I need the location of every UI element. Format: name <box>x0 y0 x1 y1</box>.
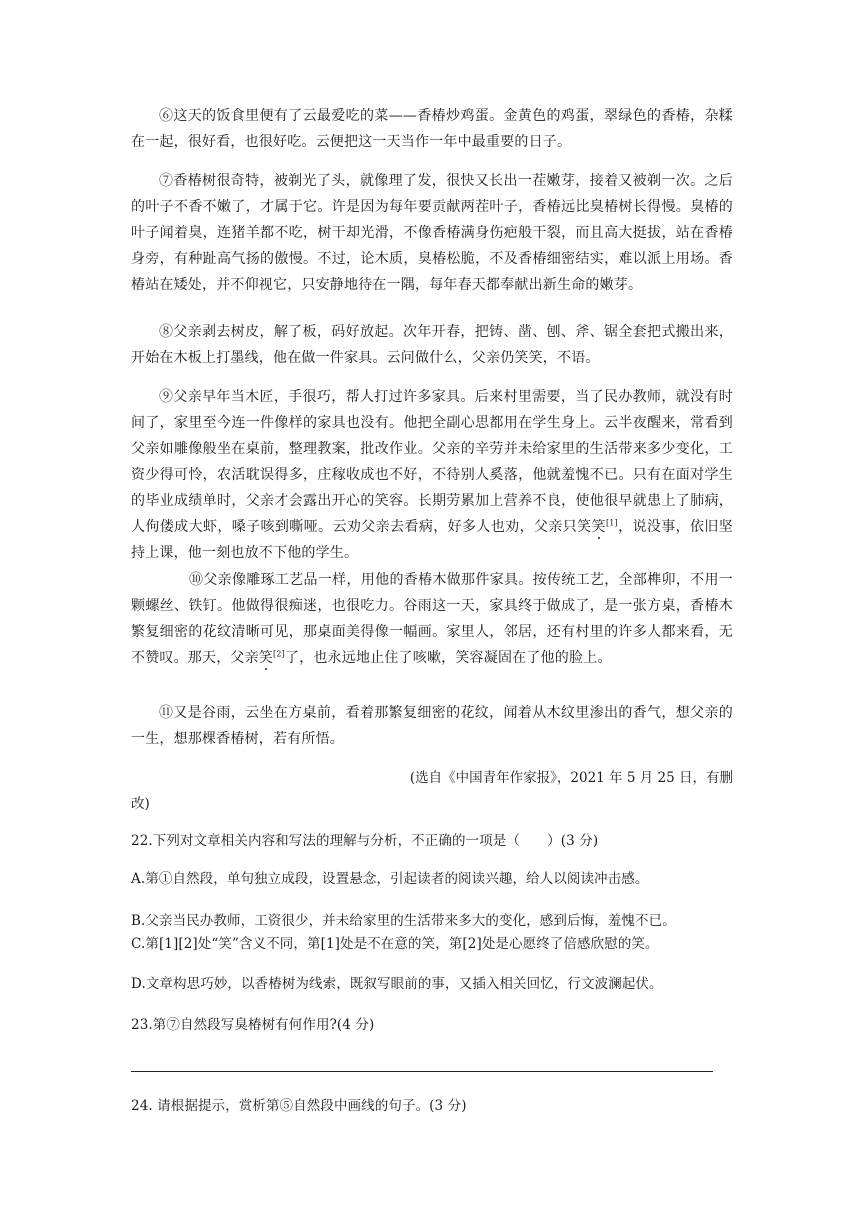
question-22-option-a: A.第①自然段，单句独立成段，设置悬念，引起读者的阅读兴趣，给人以阅读冲击感。 <box>131 871 649 887</box>
paragraph-10 <box>131 567 733 671</box>
paragraph-8: ⑧父亲剥去树皮，解了板，码好放起。次年开春，把铸、凿、刨、斧、锯全套把式搬出来，开始在木板上打墨线，他在做一件家具。云问做什么，父亲仍笑笑，不语。 <box>131 324 733 366</box>
question-22: 22.下列对文章相关内容和写法的理解与分析，不正确的一项是（ ）(3 分) <box>131 833 599 849</box>
footnote-marker-1: [1] <box>605 518 618 528</box>
paragraph-9-text-b: ，说没事，依旧坚持上课，他一刻也放不下他的学生。 <box>131 519 734 561</box>
paragraph-9 <box>131 384 733 566</box>
question-24: 24. 请根据提示，赏析第⑤自然段中画线的句子。(3 分) <box>131 1098 467 1114</box>
paragraph-10-text-b: 了，也永远地止住了咳嗽，笑容凝固在了他的脸上。 <box>284 650 612 666</box>
emphasis-mark-2: 笑 <box>258 650 274 666</box>
question-22-option-d: D.文章构思巧妙，以香椿树为线索，既叙写眼前的事，又插入相关回忆，行文波澜起伏。 <box>131 976 663 992</box>
question-22-option-b: B.父亲当民办教师，工资很少，并未给家里的生活带来多大的变化，感到后悔，羞愧不已。 <box>131 913 676 929</box>
paragraph-9-text-a: ⑨父亲早年当木匠，手很巧，帮人打过许多家具。后来村里需要，当了民办教师，就没有时间了，家里至今连一件像样的家具也没有。他把全副心思都用在学生身上。云半夜醒来，常看到父亲如雕像般坐在桌前，整理教案，批改作业。父亲的辛劳并未给家里的生活带来多少变化，工资少得可怜，农活耽误得多，庄稼收成也不好，不待别人奚落，他就羞愧不已。只有在面对学生的毕业成绩单时，父亲才会露出开心的笑容。长期劳累加上营养不良，使他很早就患上了肺病，人佝偻成大虾，嗓子咳到嘶哑。云劝父亲去看病，好多人也劝，父亲只笑 <box>131 389 733 535</box>
answer-line <box>131 1071 713 1072</box>
source-citation <box>131 765 733 817</box>
paragraph-6: ⑥这天的饭食里便有了云最爱吃的菜——香椿炒鸡蛋。金黄色的鸡蛋，翠绿色的香椿，杂糅在一起，很好看，也很好吃。云便把这一天当作一年中最重要的日子。 <box>131 108 733 150</box>
source-line-2: 改) <box>131 796 150 812</box>
question-23: 23.第⑦自然段写臭椿树有何作用?(4 分) <box>131 1017 375 1033</box>
source-line-1: (选自《中国青年作家报》，2021 年 5 月 25 日，有删 <box>409 770 733 786</box>
paragraph-7: ⑦香椿树很奇特，被剃光了头，就像理了发，很快又长出一茬嫩芽，接着又被剃一次。之后的叶子不香不嫩了，才属于它。许是因为每年要贡献两茬叶子，香椿远比臭椿树长得慢。臭椿的叶子闻着臭，连猪羊都不吃，树干却光滑，不像香椿满身伤疤般干裂，而且高大挺拔，站在香椿身旁，有种趾高气扬的傲慢。不过，论木质，臭椿松脆，不及香椿细密结实，难以派上用场。香椿站在矮处，并不仰视它，只安静地待在一隅，每年春天都奉献出新生命的嫩芽。 <box>131 173 733 293</box>
paragraph-11: ⑪又是谷雨，云坐在方桌前，看着那繁复细密的花纹，闻着从木纹里渗出的香气，想父亲的一生，想那棵香椿树，若有所悟。 <box>131 705 733 747</box>
emphasis-mark-1: 笑 <box>591 519 606 535</box>
question-22-option-c: C.第[1][2]处“笑”含义不同，第[1]处是不在意的笑，第[2]处是心愿终了倍感欣慰的笑。 <box>131 936 659 952</box>
paragraph-10-text-a: ⑩父亲像雕琢工艺品一样，用他的香椿木做那件家具。按传统工艺，全部榫卯，不用一颗螺丝、铁钉。他做得很痴迷，也很吃力。谷雨这一天，家具终于做成了，是一张方桌，香椿木繁复细密的花纹清晰可见，那桌面美得像一幅画。家里人，邻居，还有村里的许多人都来看，无不赞叹。那天，父亲 <box>131 572 733 666</box>
footnote-marker-2: [2] <box>273 649 285 659</box>
